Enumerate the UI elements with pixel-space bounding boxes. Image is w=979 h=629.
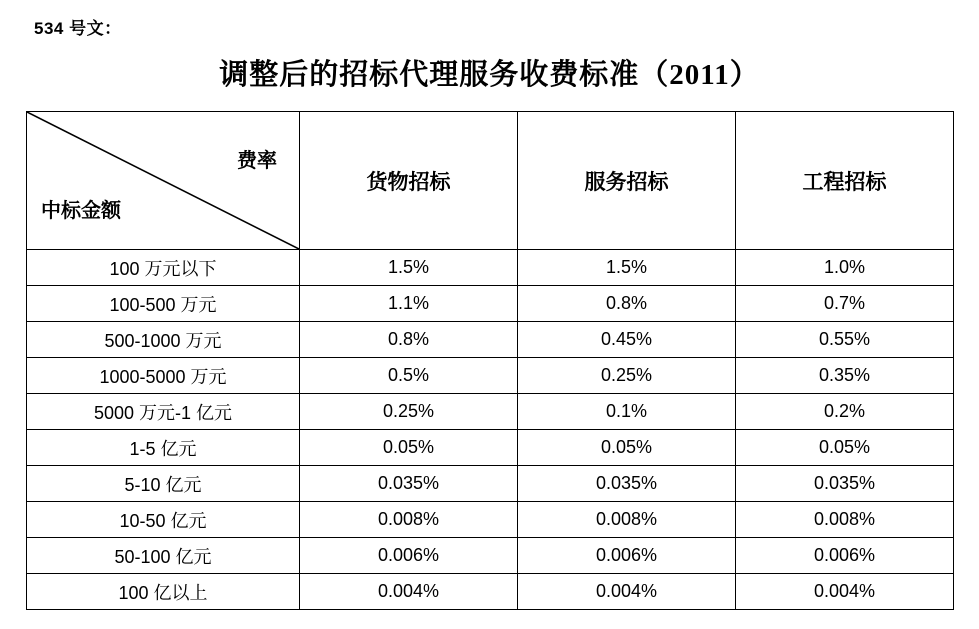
table-row bbox=[27, 466, 954, 502]
document-reference: 534 号文： bbox=[34, 19, 122, 38]
cell-project: 0.004% bbox=[736, 574, 954, 610]
cell-project: 0.35% bbox=[736, 358, 954, 394]
cell-project: 1.0% bbox=[736, 250, 954, 286]
table-row bbox=[27, 358, 954, 394]
table-row bbox=[27, 502, 954, 538]
diagonal-divider-icon bbox=[27, 112, 299, 249]
cell-project: 0.035% bbox=[736, 466, 954, 502]
cell-goods: 0.5% bbox=[300, 358, 518, 394]
cell-service: 0.05% bbox=[518, 430, 736, 466]
row-label: 5000 万元-1 亿元 bbox=[27, 394, 300, 430]
fee-table-container bbox=[26, 111, 953, 610]
table-header-row bbox=[27, 112, 954, 250]
fee-standard-table bbox=[26, 111, 954, 610]
table-row bbox=[27, 250, 954, 286]
cell-service: 0.006% bbox=[518, 538, 736, 574]
cell-goods: 0.035% bbox=[300, 466, 518, 502]
table-row bbox=[27, 394, 954, 430]
row-label: 1-5 亿元 bbox=[27, 430, 300, 466]
corner-amount-label: 中标金额 bbox=[41, 200, 121, 222]
row-label: 50-100 亿元 bbox=[27, 538, 300, 574]
cell-project: 0.008% bbox=[736, 502, 954, 538]
cell-service: 0.035% bbox=[518, 466, 736, 502]
cell-project: 0.2% bbox=[736, 394, 954, 430]
cell-project: 0.006% bbox=[736, 538, 954, 574]
table-row bbox=[27, 538, 954, 574]
cell-goods: 1.1% bbox=[300, 286, 518, 322]
table-row bbox=[27, 286, 954, 322]
cell-goods: 0.008% bbox=[300, 502, 518, 538]
cell-goods: 0.004% bbox=[300, 574, 518, 610]
cell-project: 0.55% bbox=[736, 322, 954, 358]
cell-service: 0.004% bbox=[518, 574, 736, 610]
cell-goods: 0.05% bbox=[300, 430, 518, 466]
row-label: 100 亿以上 bbox=[27, 574, 300, 610]
cell-goods: 0.8% bbox=[300, 322, 518, 358]
table-row bbox=[27, 430, 954, 466]
column-header-project: 工程招标 bbox=[736, 112, 954, 250]
row-label: 500-1000 万元 bbox=[27, 322, 300, 358]
cell-service: 0.1% bbox=[518, 394, 736, 430]
row-label: 100 万元以下 bbox=[27, 250, 300, 286]
cell-goods: 0.006% bbox=[300, 538, 518, 574]
table-row bbox=[27, 322, 954, 358]
cell-service: 0.25% bbox=[518, 358, 736, 394]
row-label: 100-500 万元 bbox=[27, 286, 300, 322]
row-label: 1000-5000 万元 bbox=[27, 358, 300, 394]
cell-goods: 1.5% bbox=[300, 250, 518, 286]
column-header-service: 服务招标 bbox=[518, 112, 736, 250]
page-title: 调整后的招标代理服务收费标准（2011） bbox=[219, 59, 760, 91]
cell-service: 0.45% bbox=[518, 322, 736, 358]
cell-service: 0.8% bbox=[518, 286, 736, 322]
table-row bbox=[27, 574, 954, 610]
cell-goods: 0.25% bbox=[300, 394, 518, 430]
corner-rate-label: 费率 bbox=[237, 150, 277, 172]
column-header-goods: 货物招标 bbox=[300, 112, 518, 250]
row-label: 10-50 亿元 bbox=[27, 502, 300, 538]
cell-service: 1.5% bbox=[518, 250, 736, 286]
cell-project: 0.7% bbox=[736, 286, 954, 322]
table-corner-header bbox=[27, 112, 300, 250]
cell-service: 0.008% bbox=[518, 502, 736, 538]
cell-project: 0.05% bbox=[736, 430, 954, 466]
row-label: 5-10 亿元 bbox=[27, 466, 300, 502]
